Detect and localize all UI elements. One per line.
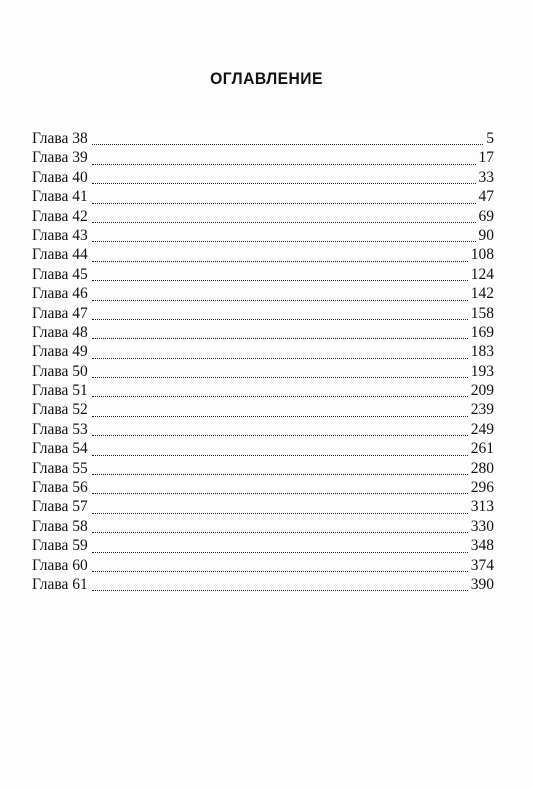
toc-entry (32, 284, 494, 303)
toc-entry (32, 420, 494, 439)
toc-entry (32, 459, 494, 478)
chapter-label: Глава 52 (32, 401, 88, 419)
chapter-label: Глава 51 (32, 382, 88, 400)
toc-entry (32, 381, 494, 400)
toc-entry (32, 556, 494, 575)
page-number: 330 (470, 517, 494, 535)
page-number: 183 (470, 343, 494, 361)
dot-leader (92, 435, 468, 436)
toc-entry (32, 207, 494, 226)
page-number: 313 (470, 498, 494, 516)
page-number: 69 (478, 207, 494, 225)
dot-leader (92, 590, 468, 591)
chapter-label: Глава 48 (32, 323, 88, 341)
dot-leader (92, 241, 476, 242)
toc-entry (32, 478, 494, 497)
chapter-label: Глава 54 (32, 440, 88, 458)
page-number: 158 (470, 304, 494, 322)
page-number: 348 (470, 537, 494, 555)
chapter-label: Глава 44 (32, 246, 88, 264)
page-number: 142 (470, 285, 494, 303)
toc-entry (32, 517, 494, 536)
page-number: 280 (470, 459, 494, 477)
toc-entry (32, 575, 494, 594)
dot-leader (92, 338, 468, 339)
chapter-label: Глава 41 (32, 188, 88, 206)
dot-leader (92, 532, 468, 533)
toc-entry (32, 168, 494, 187)
page-number: 90 (478, 226, 494, 244)
dot-leader (92, 377, 468, 378)
dot-leader (92, 319, 468, 320)
page-title: ОГЛАВЛЕНИЕ (210, 69, 323, 88)
page-number: 390 (470, 575, 494, 593)
chapter-label: Глава 58 (32, 517, 88, 535)
page-number: 33 (478, 168, 494, 186)
toc-entry (32, 497, 494, 516)
toc-entry (32, 439, 494, 458)
toc-entry (32, 400, 494, 419)
page-number: 239 (470, 401, 494, 419)
toc-entry (32, 187, 494, 206)
table-of-contents (32, 129, 494, 594)
dot-leader (92, 474, 468, 475)
dot-leader (92, 203, 476, 204)
chapter-label: Глава 43 (32, 226, 88, 244)
page-number: 17 (478, 149, 494, 167)
dot-leader (92, 513, 468, 514)
dot-leader (92, 455, 468, 456)
toc-entry (32, 226, 494, 245)
page-number: 5 (486, 130, 494, 147)
dot-leader (92, 183, 476, 184)
toc-entry (32, 323, 494, 342)
page-number: 209 (470, 382, 494, 400)
dot-leader (92, 222, 476, 223)
dot-leader (92, 358, 468, 359)
chapter-label: Глава 61 (32, 575, 88, 593)
dot-leader (92, 396, 468, 397)
toc-entry (32, 536, 494, 555)
page-number: 296 (470, 479, 494, 497)
chapter-label: Глава 50 (32, 362, 88, 380)
toc-entry (32, 148, 494, 167)
chapter-label: Глава 47 (32, 304, 88, 322)
page-number: 374 (470, 556, 494, 574)
dot-leader (92, 416, 468, 417)
chapter-label: Глава 56 (32, 479, 88, 497)
page-number: 261 (470, 440, 494, 458)
chapter-label: Глава 45 (32, 265, 88, 283)
dot-leader (92, 571, 468, 572)
dot-leader (92, 280, 468, 281)
chapter-label: Глава 46 (32, 285, 88, 303)
toc-entry (32, 362, 494, 381)
page-number: 108 (470, 246, 494, 264)
toc-entry (32, 245, 494, 264)
chapter-label: Глава 40 (32, 168, 88, 186)
toc-entry (32, 129, 494, 148)
dot-leader (92, 300, 468, 301)
chapter-label: Глава 60 (32, 556, 88, 574)
chapter-label: Глава 55 (32, 459, 88, 477)
chapter-label: Глава 57 (32, 498, 88, 516)
page-number: 169 (470, 323, 494, 341)
dot-leader (92, 164, 476, 165)
chapter-label: Глава 38 (32, 130, 88, 147)
page-number: 249 (470, 420, 494, 438)
chapter-label: Глава 53 (32, 420, 88, 438)
toc-entry (32, 342, 494, 361)
toc-entry (32, 265, 494, 284)
dot-leader (92, 493, 468, 494)
chapter-label: Глава 39 (32, 149, 88, 167)
chapter-label: Глава 59 (32, 537, 88, 555)
toc-entry (32, 304, 494, 323)
dot-leader (92, 552, 468, 553)
dot-leader (92, 261, 468, 262)
page-number: 193 (470, 362, 494, 380)
page-number: 124 (470, 265, 494, 283)
dot-leader (92, 144, 483, 145)
page-number: 47 (478, 188, 494, 206)
chapter-label: Глава 42 (32, 207, 88, 225)
chapter-label: Глава 49 (32, 343, 88, 361)
